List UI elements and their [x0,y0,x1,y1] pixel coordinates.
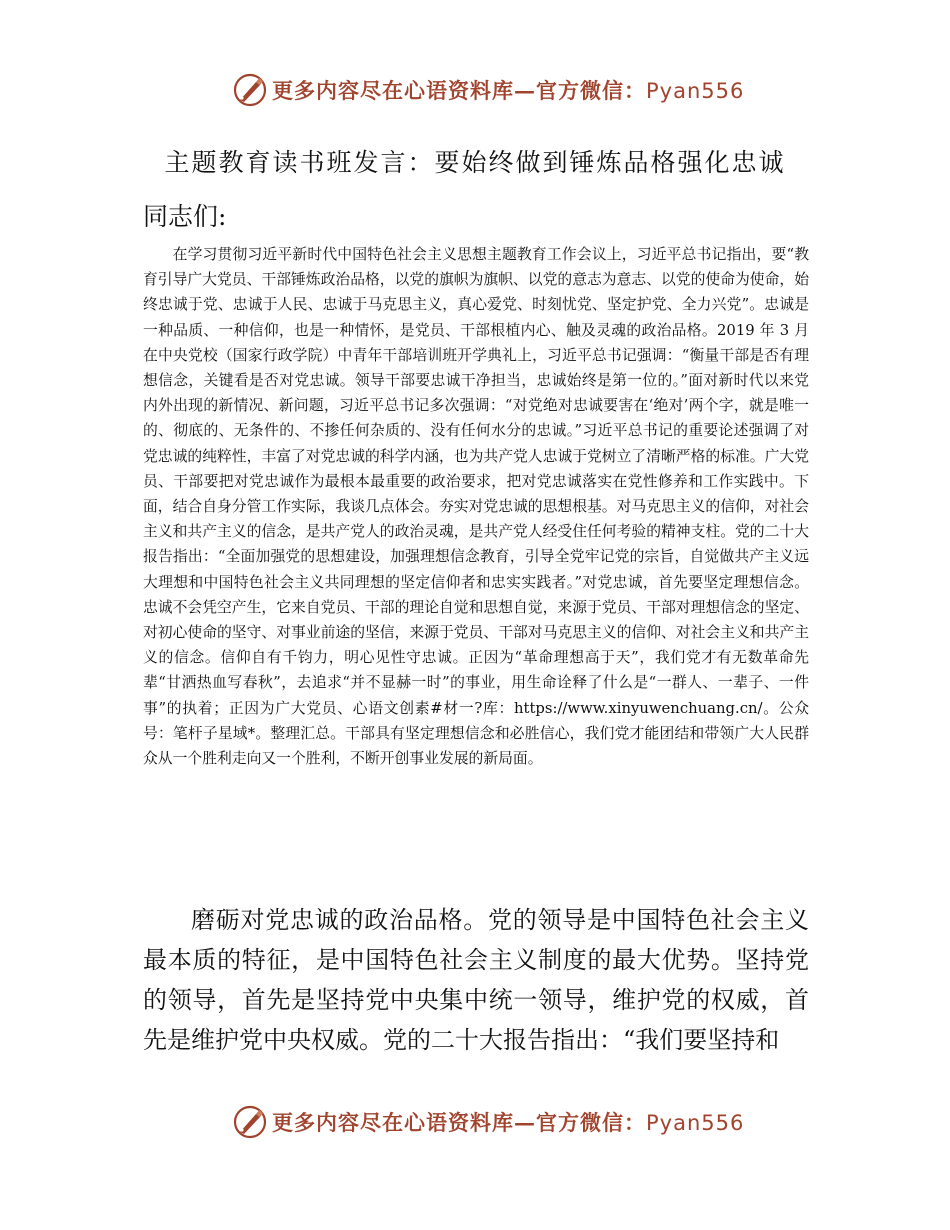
banner-label: 更多内容尽在心语资料库—官方微信： [272,78,646,103]
pen-logo-icon [232,1104,268,1140]
banner-label: 更多内容尽在心语资料库—官方微信： [272,1110,646,1135]
footer-banner [0,1102,950,1142]
pen-logo-icon [232,72,268,108]
header-banner [0,70,950,110]
wechat-id: Pyan556 [646,1111,745,1135]
body-paragraph-1: 在学习贯彻习近平新时代中国特色社会主义思想主题教育工作会议上，习近平总书记指出，要“教育引导广大党员、干部锤炼政治品格，以党的旗帜为旗帜、以党的意志为意志、以党的使命为使命，始终忠诚于党、忠诚于人民、忠诚于马克思主义，真心爱党、时刻忧党、坚定护党、全力兴党”。忠诚是一种品质、一种信仰，也是一种情怀，是党员、干部根植内心、触及灵魂的政治品格。2019 年 3 月在中央党校（国家行政学院）中青年干部培训班开学典礼上，习近平总书记强调：“衡量干部是否有理想信念，关键看是否对党忠诚。领导干部要忠诚干净担当，忠诚始终是第一位的。”面对新时代以来党内外出现的新情况、新问题，习近平总书记多次强调：“对党绝对忠诚要害在‘绝对’两个字，就是唯一的、彻底的、无条件的、不掺任何杂质的、没有任何水分的忠诚。”习近平总书记的重要论述强调了对党忠诚的纯粹性，丰富了对党忠诚的科学内涵，也为共产党人忠诚于党树立了清晰严格的标准。广大党员、干部要把对党忠诚作为最根本最重要的政治要求，把对党忠诚落实在党性修养和工作实践中。下面，结合自身分管工作实际，我谈几点体会。夯实对党忠诚的思想根基。对马克思主义的信仰，对社会主义和共产主义的信念，是共产党人的政治灵魂，是共产党人经受住任何考验的精神支柱。党的二十大报告指出：“全面加强党的思想建设，加强理想信念教育，引导全党牢记党的宗旨，自觉做共产主义远大理想和中国特色社会主义共同理想的坚定信仰者和忠实实践者。”对党忠诚，首先要坚定理想信念。忠诚不会凭空产生，它来自党员、干部的理论自觉和思想自觉，来源于党员、干部对理想信念的坚定、对初心使命的坚守、对事业前途的坚信，来源于党员、干部对马克思主义的信仰、对社会主义和共产主义的信念。信仰自有千钧力，明心见性守忠诚。正因为“革命理想高于天”，我们党才有无数革命先辈“甘洒热血写春秋”，去追求“并不显赫一时”的事业，用生命诠释了什么是“一群人、一辈子、一件事”的执着；正因为广大党员、心语文创素#材一?库：https://www.xinyuwenchuang.cn/。公众号：笔杆子星域*。整理汇总。干部具有坚定理想信念和必胜信心，我们党才能团结和带领广大人民群众从一个胜利走向又一个胜利，不断开创事业发展的新局面。 [143,246,809,768]
body-paragraph-2: 磨砺对党忠诚的政治品格。党的领导是中国特色社会主义最本质的特征，是中国特色社会主义制度的最大优势。坚持党的领导，首先是坚持党中央集中统一领导，维护党的权威，首先是维护党中央权威。党的二十大报告指出：“我们要坚持和 [143,906,809,1054]
wechat-id: Pyan556 [646,79,745,103]
banner-text [272,1107,744,1137]
greeting: 同志们: [143,202,227,231]
banner-text [272,75,744,105]
document-title: 主题教育读书班发言：要始终做到锤炼品格强化忠诚 [164,148,786,177]
